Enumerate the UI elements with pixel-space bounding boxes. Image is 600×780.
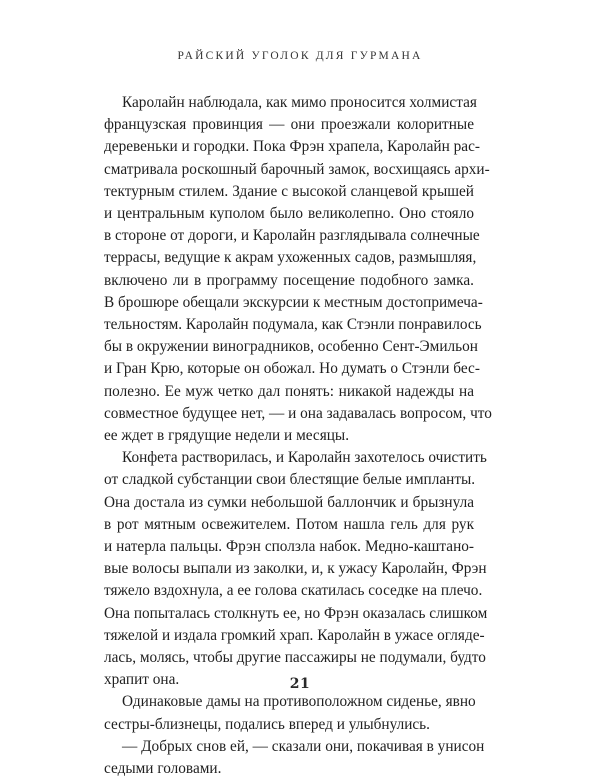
text-line: французская провинция — они проезжали колоритные: [104, 116, 474, 134]
text-line: Каролайн наблюдала, как мимо проносится холмистая: [122, 94, 477, 111]
text-line: Одинаковые дамы на противоположном сиденье, явно: [122, 693, 476, 711]
text-line: тяжело вздохнула, а ее голова скатилась соседке на плечо.: [104, 582, 483, 600]
page-number: 21: [289, 676, 311, 692]
text-line: от сладкой субстанции свои блестящие белые импланты.: [104, 471, 476, 489]
text-line: В брошюре обещали экскурсии к местным достопримеча-: [104, 293, 483, 311]
text-line: седыми головами.: [104, 760, 222, 778]
text-line: Конфета растворилась, и Каролайн захотелось очистить: [122, 449, 487, 467]
text-line: сматривала роскошный барочный замок, восхищаясь архи-: [104, 160, 490, 178]
text-line: — Добрых снов ей, — сказали они, покачивая в унисон: [122, 737, 485, 755]
text-line: и натерла пальцы. Фрэн сползла набок. Медно-каштано-: [104, 538, 474, 556]
paragraph: [104, 736, 485, 780]
text-line: тектурным стилем. Здание с высокой сланцевой крышей: [104, 182, 474, 200]
text-line: тельностям. Каролайн подумала, как Стэнли понравилось: [104, 316, 482, 334]
text-line: и центральным куполом было великолепно. Оно стояло: [104, 205, 474, 223]
text-line: лась, молясь, чтобы другие пассажиры не подумали, будто: [104, 649, 486, 667]
paragraph: [104, 691, 474, 735]
text-line: бы в окружении виноградников, особенно Сент-Эмильон: [104, 338, 478, 356]
running-head: РАЙСКИЙ УГОЛОК ДЛЯ ГУРМАНА: [177, 50, 423, 62]
paragraph: [104, 447, 488, 691]
text-line: включено ли в программу посещение подобного замка.: [104, 271, 474, 289]
text-line: вые волосы выпали из заколки, и, к ужасу Каролайн, Фрэн: [104, 560, 487, 578]
text-line: тяжелой и издала громкий храп. Каролайн в ужасе огляде-: [104, 626, 485, 644]
text-line: в рот мятным освежителем. Потом нашла гель для рук: [104, 515, 474, 533]
text-line: Она попыталась столкнуть ее, но Фрэн оказалась слишком: [104, 604, 488, 622]
text-line: совместное будущее нет, — и она задавалась вопросом, что: [104, 404, 492, 422]
text-line: деревеньки и городки. Пока Фрэн храпела, Каролайн рас-: [104, 138, 480, 156]
text-line: сестры-близнецы, подались вперед и улыбнулись.: [104, 715, 430, 733]
text-line: храпит она.: [104, 671, 180, 689]
text-line: в стороне от дороги, и Каролайн разглядывала солнечные: [104, 227, 480, 245]
paragraph: [104, 92, 492, 447]
text-line: и Гран Крю, которые он обожал. Но думать о Стэнли бес-: [104, 360, 480, 378]
text-line: ее ждет в грядущие недели и месяцы.: [104, 427, 350, 445]
text-line: Она достала из сумки небольшой баллончик и брызнула: [104, 493, 474, 511]
text-line: террасы, ведущие к акрам ухоженных садов, размышляя,: [104, 249, 477, 267]
text-line: полезно. Ее муж четко дал понять: никакой надежды на: [104, 382, 474, 400]
